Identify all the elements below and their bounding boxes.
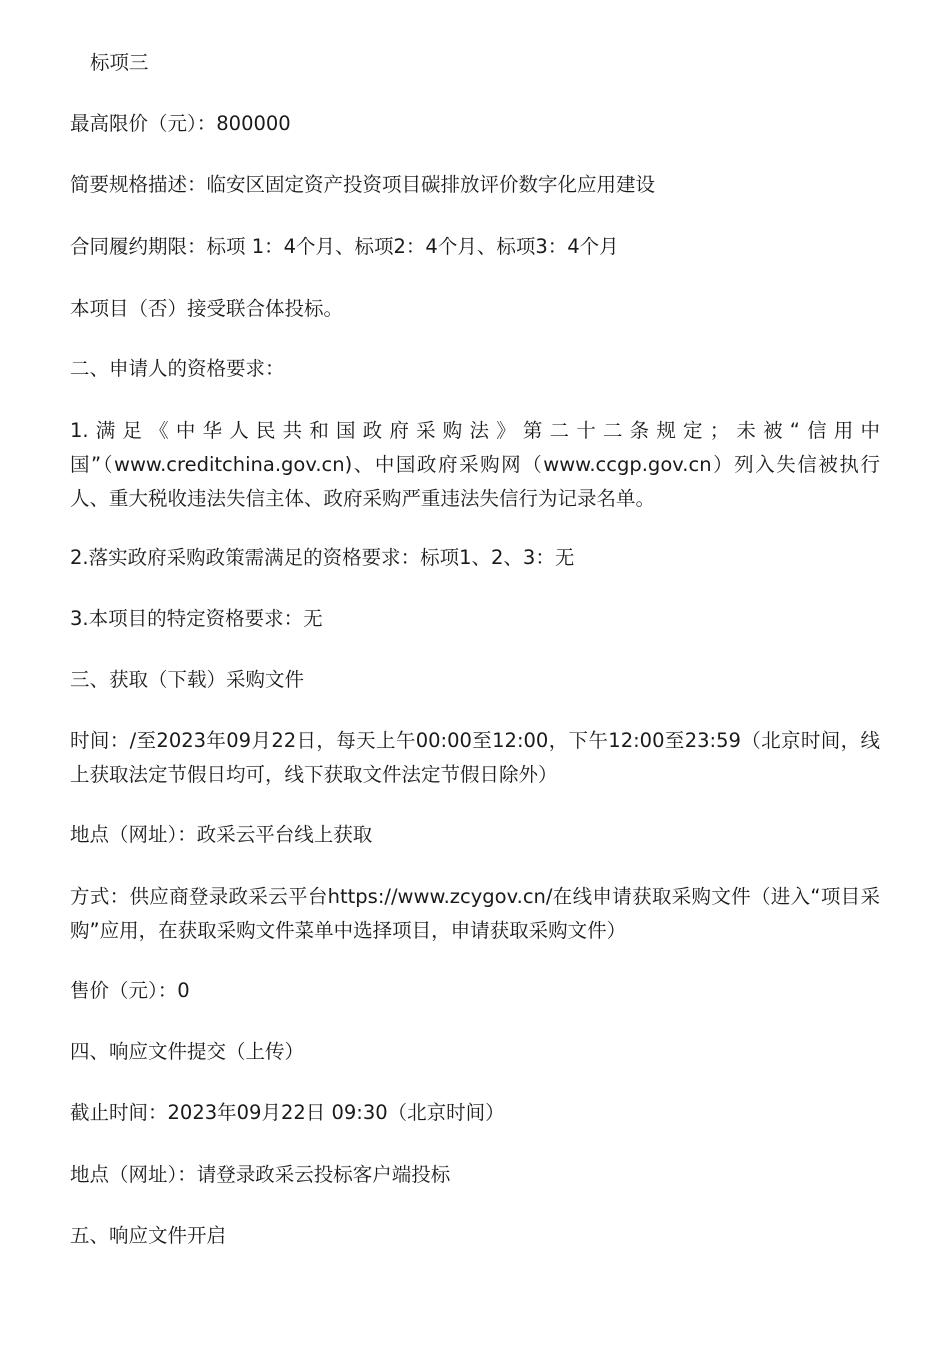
requirement-1: 1.满足《中华人民共和国政府采购法》第二十二条规定；未被“信用中国”（www.creditchina.gov.cn)、中国政府采购网（www.ccgp.gov.cn）列入失信被执行人、重大税收违法失信主体、政府采购严重违法失信行为记录名单。 (70, 419, 880, 510)
acquisition-location: 地点（网址）：政采云平台线上获取 (70, 823, 373, 846)
requirement-2: 2.落实政府采购政策需满足的资格要求：标项1、2、3：无 (70, 546, 575, 569)
section-2-title: 二、申请人的资格要求： (70, 357, 285, 380)
section-5-title: 五、响应文件开启 (70, 1224, 227, 1247)
section-4-title: 四、响应文件提交（上传） (70, 1040, 305, 1063)
lot3-heading: 标项三 (90, 51, 149, 74)
document-price: 售价（元）：0 (70, 979, 190, 1002)
contract-term: 合同履约期限：标项 1：4个月、标项2：4个月、标项3：4个月 (70, 235, 619, 258)
max-price: 最高限价（元）：800000 (70, 112, 291, 135)
brief-spec: 简要规格描述：临安区固定资产投资项目碳排放评价数字化应用建设 (70, 173, 656, 196)
section-3-title: 三、获取（下载）采购文件 (70, 668, 305, 691)
acquisition-method: 方式：供应商登录政采云平台https://www.zcygov.cn/在线申请获取采购文件（进入“项目采购”应用，在获取采购文件菜单中选择项目，申请获取采购文件） (70, 885, 880, 942)
consortium-note: 本项目（否）接受联合体投标。 (70, 297, 344, 320)
submission-location: 地点（网址）：请登录政采云投标客户端投标 (70, 1163, 451, 1186)
acquisition-time: 时间：/至2023年09月22日，每天上午00:00至12:00，下午12:00至23:59（北京时间，线上获取法定节假日均可，线下获取文件法定节假日除外） (70, 729, 880, 786)
requirement-3: 3.本项目的特定资格要求：无 (70, 607, 323, 630)
submission-deadline: 截止时间：2023年09月22日 09:30（北京时间） (70, 1101, 505, 1124)
